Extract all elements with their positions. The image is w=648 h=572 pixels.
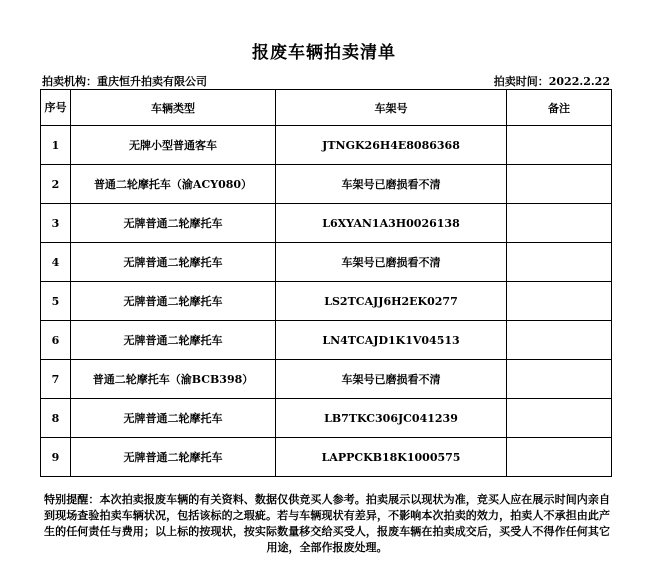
row-no: 7 [41, 360, 71, 399]
row-vin: 车架号已磨损看不清 [276, 243, 507, 282]
row-no: 4 [41, 243, 71, 282]
header-type: 车辆类型 [71, 90, 276, 126]
row-vin: 车架号已磨损看不清 [276, 360, 507, 399]
row-no: 1 [41, 126, 71, 165]
row-type: 无牌普通二轮摩托车 [71, 282, 276, 321]
row-no: 8 [41, 399, 71, 438]
table-row [41, 438, 612, 477]
special-notice: 特别提醒：本次拍卖报废车辆的有关资料、数据仅供竞买人参考。拍卖展示以现状为准，竞买人应在展示时间内亲自到现场查验拍卖车辆状况，包括该标的之瑕疵。若与车辆现状有差异，不影响本次拍卖的效力，拍卖人不承担由此产生的任何责任与费用；以上标的按现状，按实际数量移交给买受人，报废车辆在拍卖成交后，买受人不得作任何其它用途，全部作报废处理。 [44, 493, 610, 554]
row-no: 3 [41, 204, 71, 243]
row-vin: LN4TCAJD1K1V04513 [276, 321, 507, 360]
vehicle-table [40, 89, 612, 477]
row-note [507, 282, 612, 321]
auction-time-label: 拍卖时间：2022.2.22 [493, 75, 610, 88]
row-vin: LAPPCKB18K1000575 [276, 438, 507, 477]
header-vin: 车架号 [276, 90, 507, 126]
row-note [507, 165, 612, 204]
row-type: 普通二轮摩托车（渝BCB398） [71, 360, 276, 399]
row-type: 普通二轮摩托车（渝ACY080） [71, 165, 276, 204]
table-row [41, 282, 612, 321]
table-row [41, 165, 612, 204]
row-type: 无牌普通二轮摩托车 [71, 399, 276, 438]
table-header-row [41, 90, 612, 126]
row-vin: 车架号已磨损看不清 [276, 165, 507, 204]
row-note [507, 438, 612, 477]
row-no: 5 [41, 282, 71, 321]
row-note [507, 126, 612, 165]
row-vin: L6XYAN1A3H0026138 [276, 204, 507, 243]
row-vin: LB7TKC306JC041239 [276, 399, 507, 438]
page-title: 报废车辆拍卖清单 [252, 43, 396, 63]
row-note [507, 243, 612, 282]
row-no: 9 [41, 438, 71, 477]
row-no: 2 [41, 165, 71, 204]
row-vin: JTNGK26H4E8086368 [276, 126, 507, 165]
header-note: 备注 [507, 90, 612, 126]
table-row [41, 360, 612, 399]
auctioneer-label: 拍卖机构：重庆恒升拍卖有限公司 [42, 75, 207, 88]
row-note [507, 321, 612, 360]
header-no: 序号 [41, 90, 71, 126]
table-row [41, 126, 612, 165]
row-type: 无牌普通二轮摩托车 [71, 204, 276, 243]
row-type: 无牌小型普通客车 [71, 126, 276, 165]
table-row [41, 399, 612, 438]
row-type: 无牌普通二轮摩托车 [71, 243, 276, 282]
row-type: 无牌普通二轮摩托车 [71, 438, 276, 477]
row-note [507, 399, 612, 438]
row-no: 6 [41, 321, 71, 360]
row-vin: LS2TCAJJ6H2EK0277 [276, 282, 507, 321]
row-note [507, 360, 612, 399]
table-row [41, 321, 612, 360]
table-row [41, 243, 612, 282]
row-note [507, 204, 612, 243]
row-type: 无牌普通二轮摩托车 [71, 321, 276, 360]
table-row [41, 204, 612, 243]
